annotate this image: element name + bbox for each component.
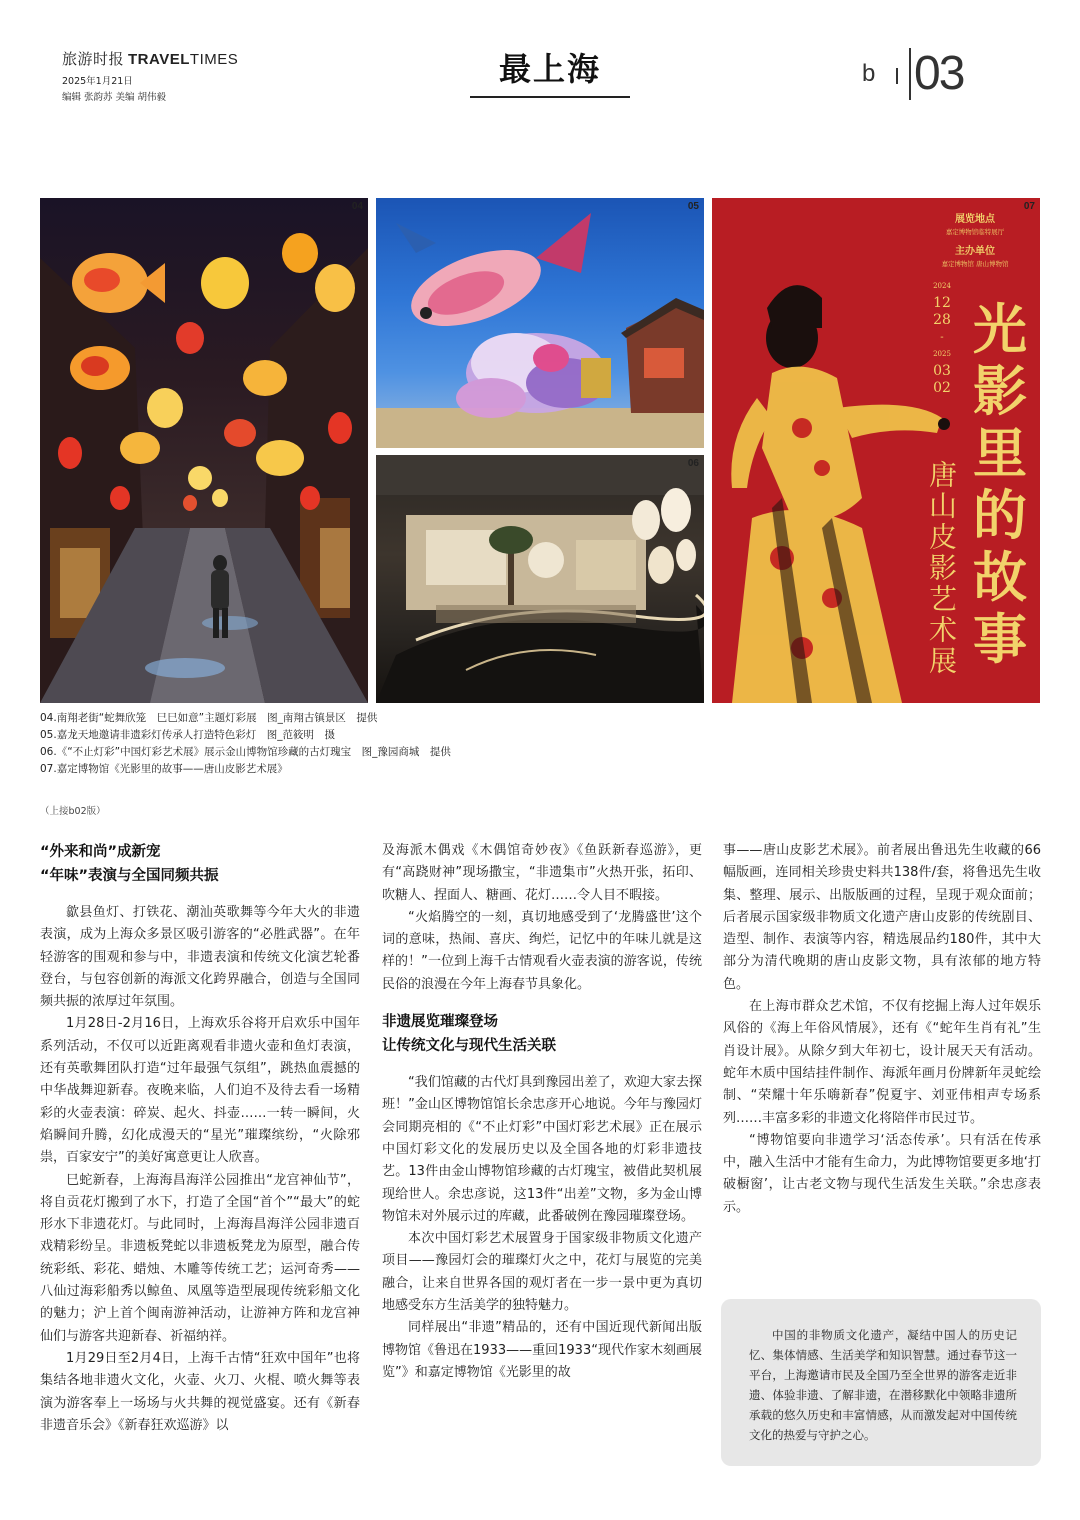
poster-date-item: 28 <box>933 312 951 328</box>
poster-title-char: 故 <box>973 545 1027 609</box>
section-letter: b <box>862 60 876 87</box>
article-paragraph: 1月28日-2月16日，上海欢乐谷将开启欢乐中国年系列活动，不仅可以近距离观看非遗火壶和鱼灯表演，还有英歌舞团队打造“过年最强气氛组”，跳热血震撼的中华战舞迎新春。夜晚来临，人们迫不及待去看一场精彩的火壶表演：碎炭、起火、抖壶……一转一瞬间，火焰瞬间升腾，幻化成漫天的“星光”璀璨缤纷，“火除邪祟，百家安宁”的美好寓意更让人欣喜。 <box>40 1016 360 1166</box>
caption-04: 04.南翔老街“蛇舞欣笼 巳巳如意”主题灯彩展 图_南翔古镇景区 提供 <box>40 712 378 724</box>
poster-title-main <box>960 298 1040 670</box>
poster-title-char: 事 <box>973 607 1027 671</box>
poster-date-item: 12 <box>933 295 951 311</box>
subheading-1-line-1: “外来和尚”成新宠 <box>40 844 161 860</box>
section-title-rule <box>470 96 630 98</box>
subheading-2-line-1: 非遗展览璀璨登场 <box>382 1014 498 1031</box>
poster-date-item: - <box>940 332 944 343</box>
page-number: 03 <box>914 47 964 100</box>
issue-date: 2025年1月21日 <box>62 76 133 87</box>
newspaper-brand <box>62 48 322 69</box>
masthead <box>62 48 322 103</box>
article-paragraph: 1月29日至2月4日，上海千古情“狂欢中国年”也将集结各地非遗火文化，火壶、火刀、火棍、喷火舞等表演为游客奉上一场场与火共舞的视觉盛宴。还有《新春非遗音乐会》《新春狂欢巡游》以 <box>40 1350 360 1433</box>
poster-host: 嘉定博物馆 唐山博物馆 <box>941 260 1009 268</box>
pull-quote-text: 中国的非物质文化遗产，凝结中国人的历史记忆、集体情感、生活美学和知识智慧。通过春节这一平台，上海邀请市民及全国乃至全世界的游客走近非遗、体验非遗、了解非遗，在潜移默化中领略非遗所承载的悠久历史和丰富情感，从而激发起对中国传统文化的热爱与守护之心。 <box>749 1328 1017 1442</box>
poster-title-char: 的 <box>973 483 1027 547</box>
exhibition-hall-illustration <box>376 455 704 703</box>
caption-05: 05.嘉龙天地邀请非遗彩灯传承人打造特色彩灯 图_范筱明 摄 <box>40 729 335 741</box>
article-paragraph: 巳蛇新春，上海海昌海洋公园推出“龙宫神仙节”，将自贡花灯搬到了水下，打造了全国“首个”“最大”的蛇形水下非遗花灯。与此同时，上海海昌海洋公园非遗百戏精彩纷呈。非遗板凳蛇以非遗板凳龙为原型，融合传统彩纸、彩花、蜡烛、木雕等传统工艺；运河奇秀——八仙过海彩船秀以鲸鱼、凤凰等造型展现传统彩船文化的魅力；沪上首个闽南游神活动，让游神方阵和龙宫神仙们与游客共迎新春、祈福纳祥。 <box>40 1172 360 1344</box>
brand-en-bold: TRAVEL <box>128 51 190 68</box>
article-paragraph: 歙县鱼灯、打铁花、潮汕英歌舞等今年大火的非遗表演，成为上海众多景区吸引游客的“必胜武器”。在年轻游客的围观和参与中，非遗表演和传统文化演艺轮番登台，与包容创新的海派文化跨界融合，创造与全国同频共振的浓厚过年氛围。 <box>40 905 360 1010</box>
page-number-mark <box>860 48 990 104</box>
poster-title-char: 里 <box>973 421 1027 485</box>
section-title: 最上海 <box>498 50 601 88</box>
fish-lantern-illustration <box>376 198 704 448</box>
caption-06: 06.《“不止灯彩”中国灯彩艺术展》展示金山博物馆珍藏的古灯瑰宝 图_豫园商城 提供 <box>40 746 451 758</box>
article-paragraph: 同样展出“非遗”精品的，还有中国近现代新闻出版博物馆《鲁迅在1933——重回1933“现代作家木刻画展览”》和嘉定博物馆《光影里的故 <box>382 1320 702 1380</box>
article-paragraph: “我们馆藏的古代灯具到豫园出差了，欢迎大家去探班！”金山区博物馆馆长余忠彦开心地说。今年与豫园灯会同期亮相的《“不止灯彩”中国灯彩艺术展》正在展示中国灯彩文化的发展历史以及全国各地的灯彩非遗技艺。13件由金山博物馆珍藏的古灯瑰宝，被借此契机展现给世人。余忠彦说，这13件“出差”文物，多为金山博物馆未对外展示过的库藏，此番破例在豫园璀璨登场。 <box>382 1075 702 1224</box>
article-column-3 <box>723 840 1041 1219</box>
page-divider-tall <box>909 48 911 100</box>
photo-fish-lantern <box>376 198 704 448</box>
poster-title-sub: 唐山皮影艺术展 <box>925 460 958 677</box>
article-paragraph: “火焰腾空的一刻，真切地感受到了‘龙腾盛世’这个词的意味，热闹、喜庆、绚烂，记忆中的年味儿就是这样的！”一位到上海千古情观看火壶表演的游客说，传统民俗的浪漫在今年上海春节具象化。 <box>382 909 702 992</box>
brand-cn: 旅游时报 <box>62 51 125 68</box>
article-paragraph: 事——唐山皮影艺术展》。前者展出鲁迅先生收藏的66幅版画，连同相关珍贵史料共138件/套，将鲁迅先生收集、整理、展示、出版版画的过程，呈现于观众面前；后者展示国家级非物质文化遗产唐山皮影的传统剧目、造型、制作、表演等内容，精选展品约180件，其中大部分为清代晚期的唐山皮影文物，具有浓郁的地方特色。 <box>723 843 1041 992</box>
poster-title-char: 光 <box>973 297 1027 361</box>
poster-dates <box>922 278 962 397</box>
poster-date-item: 2025 <box>933 350 951 358</box>
editor-credits: 编辑 张韵苏 美编 胡伟毅 <box>62 92 167 103</box>
photo-lantern-exhibition <box>376 455 704 703</box>
poster-date-item: 2024 <box>933 282 951 290</box>
poster-venue: 嘉定博物馆临特展厅 <box>945 228 1005 236</box>
continued-from-note: （上接b02版） <box>40 806 106 817</box>
poster-date-item: 03 <box>933 363 951 379</box>
photo-captions <box>40 710 740 778</box>
photo-lantern-street <box>40 198 368 703</box>
article-paragraph: 及海派木偶戏《木偶馆奇妙夜》《鱼跃新春巡游》，更有“高跷财神”现场撒宝，“非遗集市”火热开张，拓印、吹糖人、捏面人、糖画、花灯……令人目不暇接。 <box>382 843 702 903</box>
photo-shadow-puppet-poster <box>712 198 1040 703</box>
subheading-2-line-2: 让传统文化与现代生活关联 <box>382 1038 556 1055</box>
article-column-1 <box>40 840 360 1437</box>
poster-info <box>920 210 1030 268</box>
article-column-2 <box>382 840 702 1384</box>
article-paragraph: 在上海市群众艺术馆，不仅有挖掘上海人过年娱乐风俗的《海上年俗风情展》，还有《“蛇年生肖有礼”生肖设计展》。从除夕到大年初七，设计展天天有活动。蛇年木质中国结挂件制作、海派年画月份牌新年灵蛇绘制、“荣耀十年乐嗨新春”倪夏宇、刘亚伟相声专场系列……丰富多彩的非遗文化将陪伴市民过节。 <box>723 999 1041 1126</box>
subheading-1-line-2: “年味”表演与全国同频共振 <box>40 868 219 884</box>
poster-date-item: 02 <box>933 380 951 396</box>
article-paragraph: “博物馆要向非遗学习‘活态传承’。只有活在传承中，融入生活中才能有生命力，为此博物馆要更多地‘打破橱窗’，让古老文物与现代生活发生关联。”余忠彦表示。 <box>723 1132 1041 1215</box>
poster-title-char: 影 <box>973 359 1027 423</box>
photo-number-04: 04 <box>351 201 363 212</box>
pull-quote-box <box>721 1299 1041 1466</box>
poster-host-label: 主办单位 <box>955 246 995 257</box>
page-divider-short <box>896 68 898 84</box>
article-paragraph: 本次中国灯彩艺术展置身于国家级非物质文化遗产项目——豫园灯会的璀璨灯火之中，花灯与展览的完美融合，让来自世界各国的观灯者在一步一景中更为真切地感受东方生活美学的独特魅力。 <box>382 1231 702 1314</box>
photo-number-06: 06 <box>687 458 699 469</box>
photo-number-07: 07 <box>1023 201 1035 212</box>
poster-venue-label: 展览地点 <box>955 214 995 225</box>
lantern-street-illustration <box>40 198 368 703</box>
brand-en-light: TIMES <box>189 51 239 68</box>
caption-07: 07.嘉定博物馆《光影里的故事——唐山皮影艺术展》 <box>40 763 288 775</box>
photo-number-05: 05 <box>687 201 699 212</box>
